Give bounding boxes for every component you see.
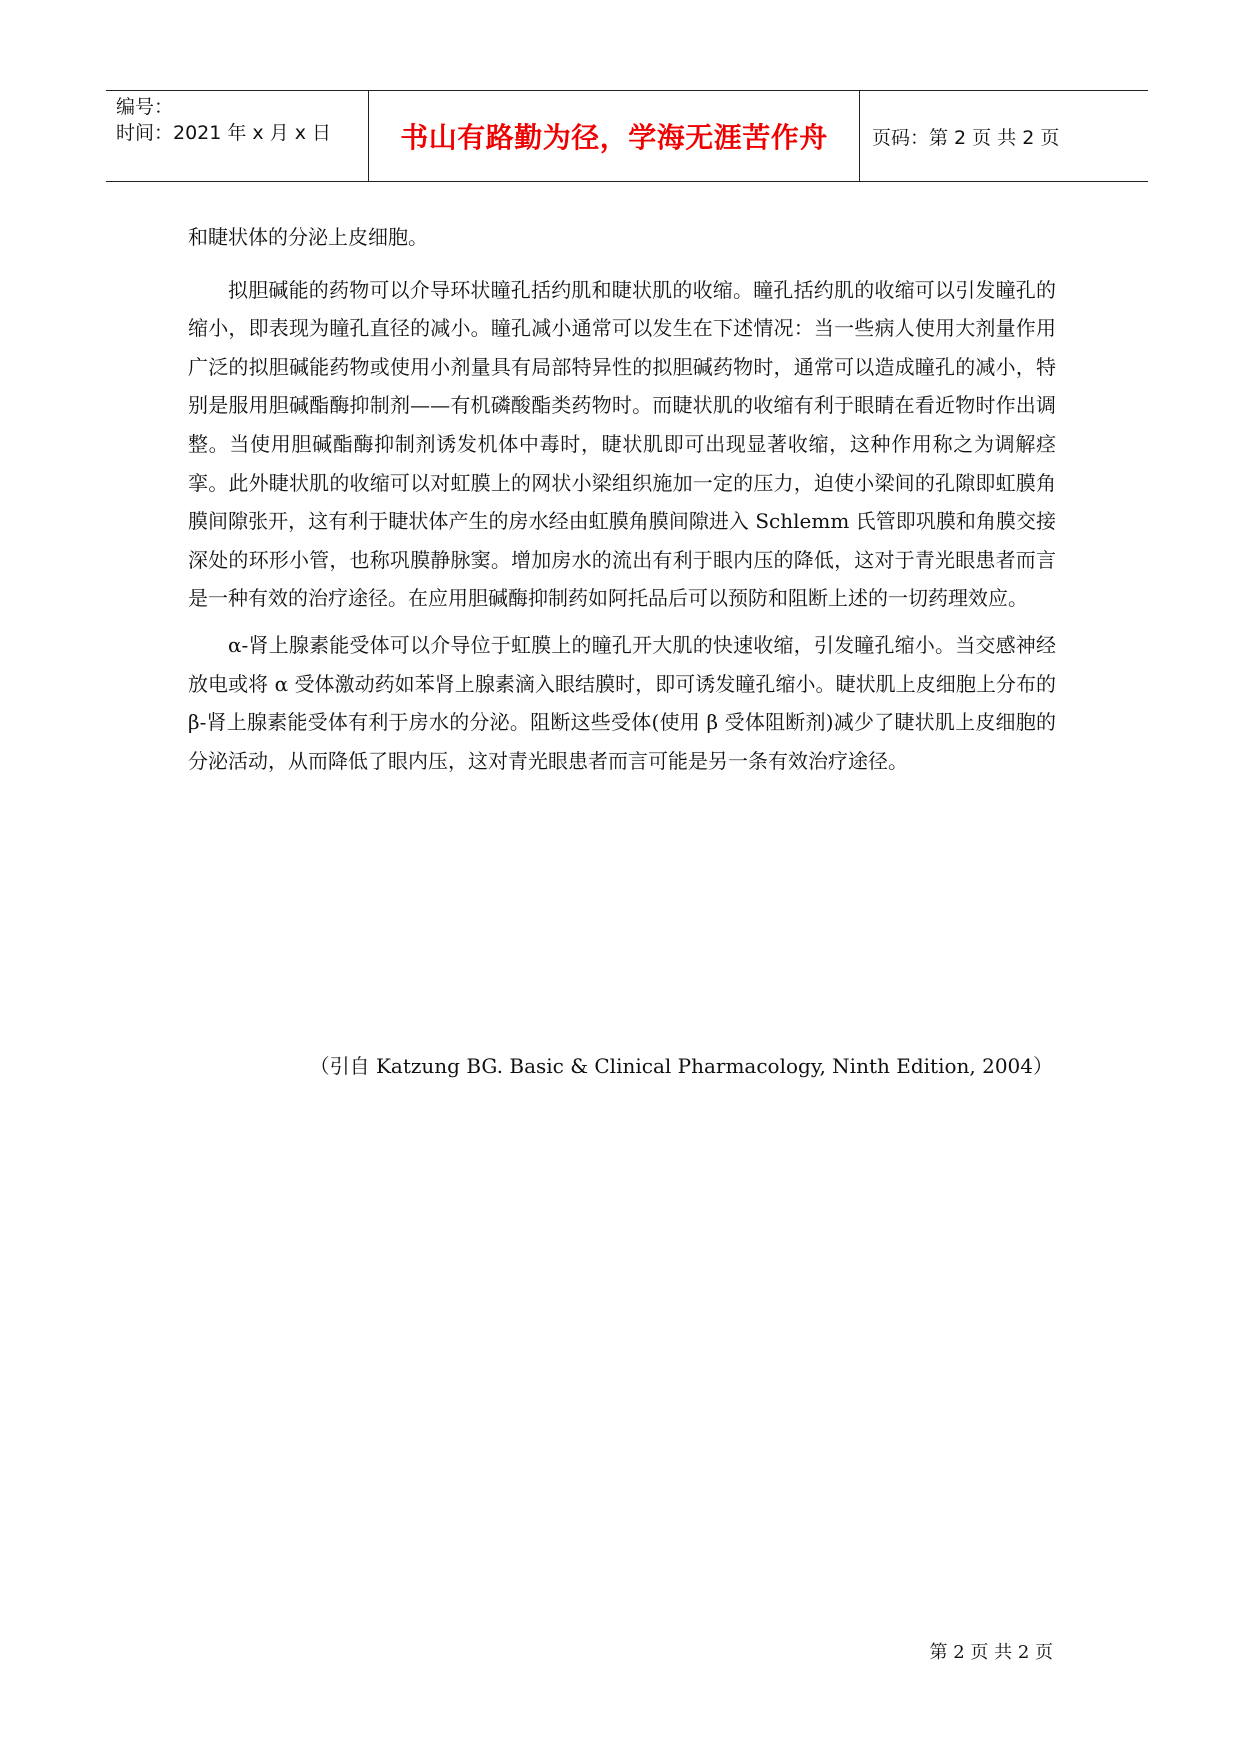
header-page-label: 页码：第 2 页 共 2 页 (872, 126, 1060, 149)
header-page-cell (860, 91, 1148, 181)
page-header (106, 90, 1148, 182)
body-paragraph: α-肾上腺素能受体可以介导位于虹膜上的瞳孔开大肌的快速收缩，引发瞳孔缩小。当交感神经放电或将 α 受体激动药如苯肾上腺素滴入眼结膜时，即可诱发瞳孔缩小。睫状肌上皮细胞上分布的 β-肾上腺素能受体有利于房水的分泌。阻断这些受体(使用 β 受体阻断剂)减少了睫状肌上皮细胞的分泌活动，从而降低了眼内压，这对青光眼患者而言可能是另一条有效治疗途径。 (188, 632, 1056, 773)
citation: （引自 Katzung BG. Basic & Clinical Pharmacology, Ninth Edition, 2004） (309, 1054, 1053, 1078)
header-motto-cell (368, 91, 860, 181)
header-info-cell (106, 91, 368, 181)
page-footer-number: 第 2 页 共 2 页 (929, 1642, 1053, 1663)
header-motto: 书山有路勤为径，学海无涯苦作舟 (400, 121, 828, 154)
body-paragraph: 拟胆碱能的药物可以介导环状瞳孔括约肌和睫状肌的收缩。瞳孔括约肌的收缩可以引发瞳孔的缩小，即表现为瞳孔直径的减小。瞳孔减小通常可以发生在下述情况：当一些病人使用大剂量作用广泛的拟胆碱能药物或使用小剂量具有局部特异性的拟胆碱药物时，通常可以造成瞳孔的减小，特别是服用胆碱酯酶抑制剂——有机磷酸酯类药物时。而睫状肌的收缩有利于眼睛在看近物时作出调整。当使用胆碱酯酶抑制剂诱发机体中毒时，睫状肌即可出现显著收缩，这种作用称之为调解痉挛。此外睫状肌的收缩可以对虹膜上的网状小梁组织施加一定的压力，迫使小梁间的孔隙即虹膜角膜间隙张开，这有利于睫状体产生的房水经由虹膜角膜间隙进入 Schlemm 氏管即巩膜和角膜交接深处的环形小管，也称巩膜静脉窦。增加房水的流出有利于眼内压的降低，这对于青光眼患者而言是一种有效的治疗途径。在应用胆碱酶抑制药如阿托品后可以预防和阻断上述的一切药理效应。 (188, 277, 1056, 611)
document-date-label: 时间：2021 年 x 月 x 日 (116, 122, 332, 144)
document-number-label: 编号： (116, 96, 174, 118)
body-paragraph: 和睫状体的分泌上皮细胞。 (188, 225, 428, 249)
document-body (188, 218, 1056, 780)
